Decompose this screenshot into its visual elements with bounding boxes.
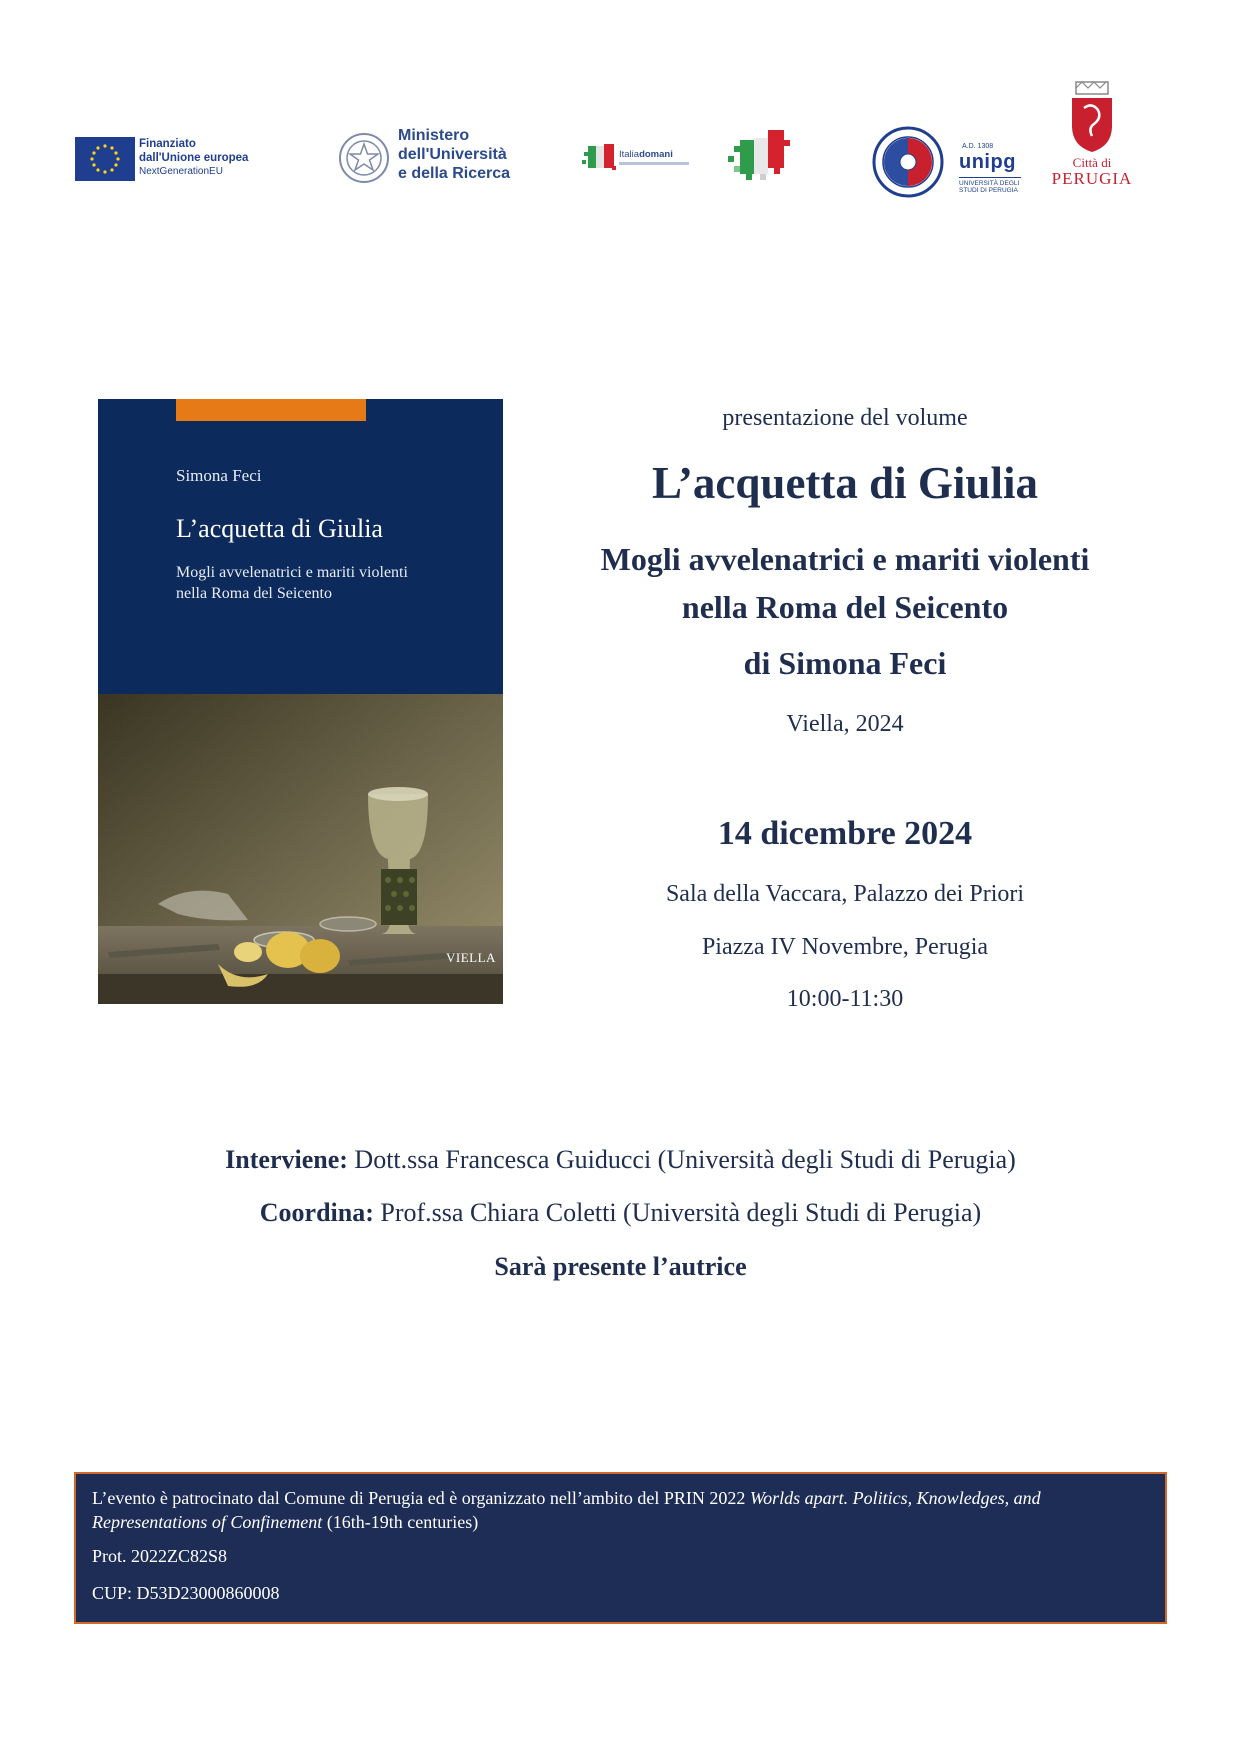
book-publisher: Viella, 2024 xyxy=(786,711,904,737)
cover-subtitle xyxy=(176,562,496,604)
footer-cup: CUP: D53D23000860008 xyxy=(92,1583,280,1603)
unipg-wordmark: unipg xyxy=(959,151,1016,173)
still-life-painting xyxy=(98,694,503,1004)
pnrr-pixel-flag-logo xyxy=(724,128,794,188)
footer-sponsorship-text xyxy=(92,1486,1092,1534)
book-subtitle-line2: nella Roma del Seicento xyxy=(681,589,1009,625)
italia-domani-prefix: Italia xyxy=(619,149,640,160)
perugia-citta-label: Città di xyxy=(1072,155,1112,170)
event-date: 14 dicembre 2024 xyxy=(717,815,973,852)
footer-info-box xyxy=(74,1472,1167,1624)
speaker-coordina xyxy=(0,1198,1241,1228)
perugia-name-label: PERUGIA xyxy=(1051,169,1133,188)
book-title: L’acquetta di Giulia xyxy=(652,458,1038,508)
cover-title: L’acquetta di Giulia xyxy=(176,514,383,543)
eu-flag-icon xyxy=(75,137,135,181)
italia-domani-flag-icon xyxy=(582,140,618,174)
eu-logo-line3: NextGenerationEU xyxy=(139,166,223,177)
cover-subtitle-line2: nella Roma del Seicento xyxy=(176,585,332,602)
event-time: 10:00-11:30 xyxy=(786,986,904,1012)
eu-logo-line1: Finanziato xyxy=(139,138,196,150)
footer-text-after: (16th-19th centuries) xyxy=(322,1512,479,1532)
book-cover xyxy=(98,399,503,1004)
cover-accent-bar xyxy=(176,399,366,421)
eu-funding-logo xyxy=(75,135,265,183)
unipg-divider xyxy=(959,177,1021,178)
ministry-line1: Ministero xyxy=(398,127,470,144)
ministry-line2: dell'Università xyxy=(398,146,507,163)
speaker-interviene xyxy=(0,1145,1241,1175)
ministry-logo xyxy=(338,126,528,192)
unipg-logo xyxy=(956,143,1028,194)
perugia-crest-icon xyxy=(1066,80,1118,154)
cover-subtitle-line1: Mogli avvelenatrici e mariti violenti xyxy=(176,564,408,581)
book-subtitle-line1: Mogli avvelenatrici e mariti violenti xyxy=(600,541,1090,577)
footer-prot: Prot. 2022ZC82S8 xyxy=(92,1546,228,1566)
ministry-line3: e della Ricerca xyxy=(398,165,511,182)
italia-domani-wordmark xyxy=(619,149,673,160)
italia-domani-tagline-bar xyxy=(619,162,689,165)
italia-domani-logo xyxy=(582,140,697,174)
university-seal-logo xyxy=(872,126,944,198)
coordina-value: Prof.ssa Chiara Coletti (Università degli Studi di Perugia) xyxy=(373,1198,982,1227)
cover-author: Simona Feci xyxy=(176,466,262,485)
footer-text-before: L’evento è patrocinato dal Comune di Perugia ed è organizzato nell’ambito del PRIN 2022 xyxy=(92,1488,750,1508)
cover-publisher: VIELLA xyxy=(446,950,496,965)
university-seal-icon xyxy=(872,126,944,198)
author-present-note: Sarà presente l’autrice xyxy=(494,1252,747,1281)
event-intro: presentazione del volume xyxy=(722,405,968,431)
unipg-subtitle: UNIVERSITÀ DEGLI STUDI DI PERUGIA xyxy=(959,180,1020,194)
eu-logo-line2: dall'Unione europea xyxy=(139,152,249,164)
footer-project-title: Worlds apart. Politics, Knowledges, and Representations of Confinement xyxy=(92,1488,1041,1532)
book-author: di Simona Feci xyxy=(743,645,947,681)
italian-emblem-icon xyxy=(338,130,390,186)
coordina-label: Coordina: xyxy=(259,1198,374,1227)
event-venue: Sala della Vaccara, Palazzo dei Priori xyxy=(665,881,1025,907)
unipg-established: A.D. 1308 xyxy=(962,143,994,150)
interviene-label: Interviene: xyxy=(225,1145,348,1174)
italia-domani-suffix: domani xyxy=(639,149,673,160)
interviene-value: Dott.ssa Francesca Guiducci (Università degli Studi di Perugia) xyxy=(347,1145,1016,1174)
event-address: Piazza IV Novembre, Perugia xyxy=(701,934,989,960)
book-subtitle xyxy=(530,535,1160,631)
pixel-flag-icon xyxy=(724,128,794,188)
cover-title-panel xyxy=(98,399,503,694)
city-of-perugia-logo xyxy=(1042,80,1142,200)
